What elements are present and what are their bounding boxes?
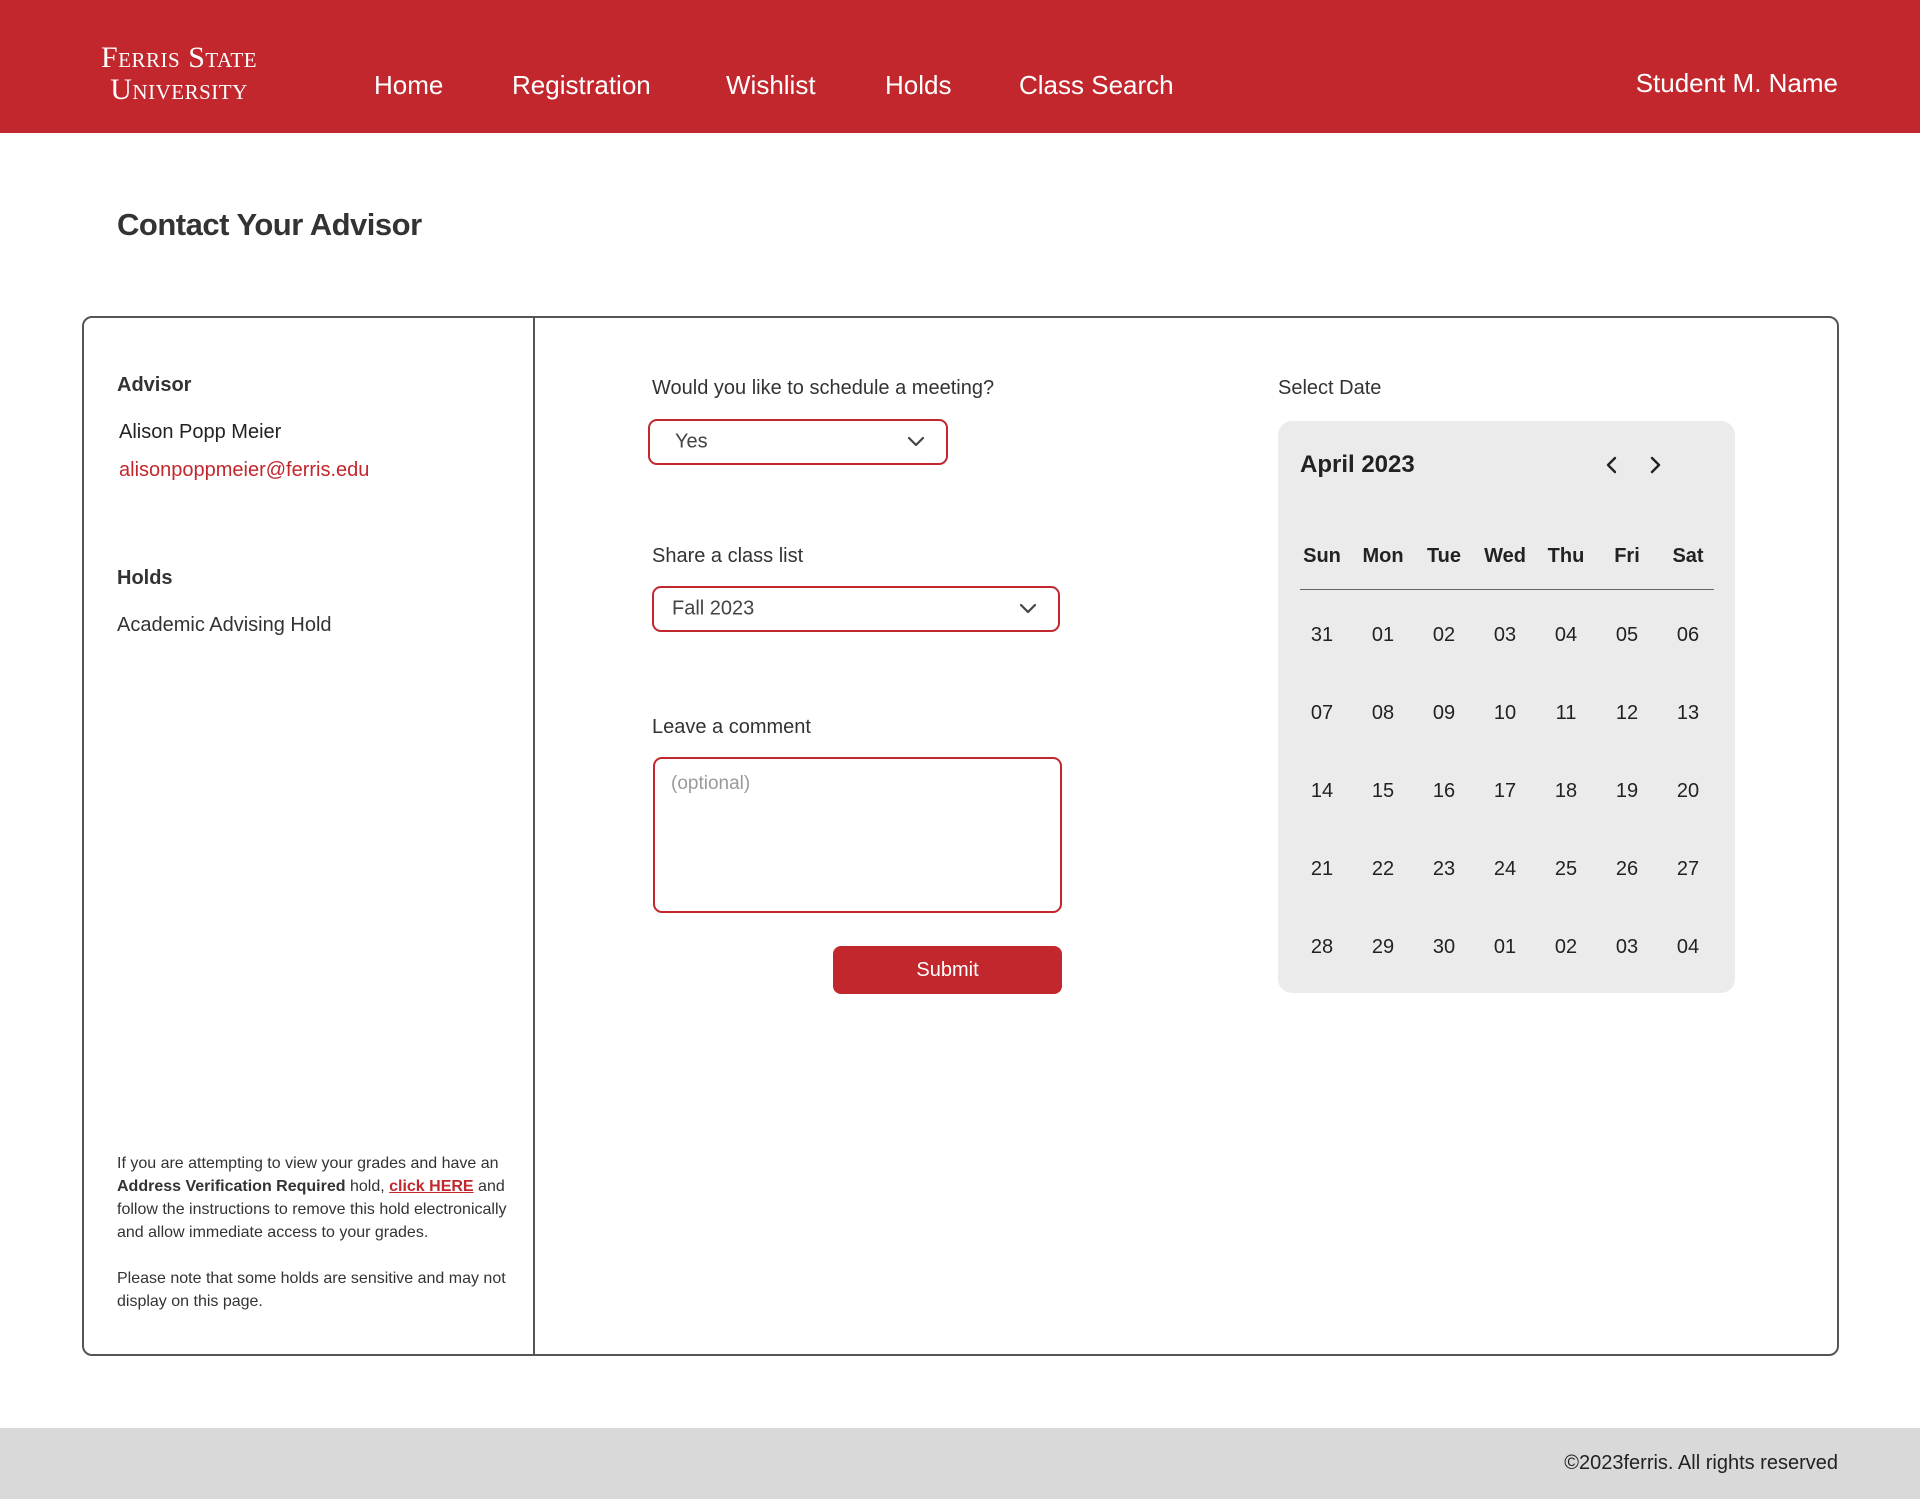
panel-divider: [533, 318, 535, 1354]
weekday-label: Sat: [1672, 545, 1704, 567]
calendar-day[interactable]: 01: [1493, 936, 1517, 958]
chevron-left-icon[interactable]: [1600, 453, 1624, 477]
advisor-name: Alison Popp Meier: [119, 421, 282, 443]
logo-line-2: University: [110, 73, 248, 106]
calendar-day[interactable]: 04: [1676, 936, 1700, 958]
weekday-label: Thu: [1547, 545, 1585, 567]
chevron-down-icon: [1020, 604, 1036, 614]
page-footer: [0, 1428, 1920, 1499]
user-name-menu[interactable]: Student M. Name: [1635, 68, 1838, 98]
calendar-day[interactable]: 08: [1371, 702, 1395, 724]
calendar-day[interactable]: 02: [1432, 624, 1456, 646]
weekday-label: Tue: [1426, 545, 1462, 567]
calendar-day[interactable]: 06: [1676, 624, 1700, 646]
nav-holds[interactable]: Holds: [885, 70, 952, 100]
calendar-day[interactable]: 25: [1554, 858, 1578, 880]
weekday-header-row: [1300, 545, 1714, 575]
calendar-day[interactable]: 07: [1310, 702, 1334, 724]
class-list-select-value: Fall 2023: [672, 597, 755, 620]
calendar-day[interactable]: 03: [1493, 624, 1517, 646]
meeting-select[interactable]: [648, 419, 948, 465]
chevron-down-icon: [908, 437, 924, 447]
calendar-day[interactable]: 20: [1676, 780, 1700, 802]
advisor-heading: Advisor: [117, 374, 192, 396]
calendar-day[interactable]: 19: [1615, 780, 1639, 802]
calendar-day[interactable]: 21: [1310, 858, 1334, 880]
meeting-select-value: Yes: [675, 430, 708, 453]
calendar-day[interactable]: 31: [1310, 624, 1334, 646]
logo-line-1: Ferris State: [101, 41, 258, 74]
comment-label: Leave a comment: [652, 716, 811, 738]
calendar-day[interactable]: 12: [1615, 702, 1639, 724]
calendar-day[interactable]: 23: [1432, 858, 1456, 880]
calendar-day[interactable]: 11: [1555, 702, 1577, 724]
comment-textarea[interactable]: [653, 757, 1062, 913]
page-title: Contact Your Advisor: [117, 207, 422, 242]
note-text: If you are attempting to view your grades and have an: [117, 1155, 499, 1172]
calendar-day[interactable]: 10: [1493, 702, 1517, 724]
hold-item: Academic Advising Hold: [117, 614, 332, 636]
nav-class-search[interactable]: Class Search: [1019, 70, 1174, 100]
sensitive-holds-note: Please note that some holds are sensitive and may not display on this page.: [117, 1270, 506, 1310]
submit-button[interactable]: Submit: [833, 946, 1062, 994]
click-here-link[interactable]: click HERE: [389, 1178, 474, 1195]
weekday-label: Wed: [1484, 545, 1526, 567]
note-text: hold,: [345, 1178, 390, 1195]
top-navigation-bar: [0, 0, 1920, 133]
weekday-label: Mon: [1362, 545, 1404, 567]
calendar-day[interactable]: 29: [1371, 936, 1395, 958]
holds-note: [117, 1152, 507, 1313]
nav-registration[interactable]: Registration: [512, 70, 651, 100]
calendar-day[interactable]: 27: [1676, 858, 1700, 880]
date-picker-calendar: [1278, 421, 1735, 993]
calendar-day[interactable]: 16: [1432, 780, 1456, 802]
calendar-day[interactable]: 26: [1615, 858, 1639, 880]
holds-heading: Holds: [117, 567, 173, 589]
weekday-label: Fri: [1614, 545, 1640, 567]
calendar-day[interactable]: 13: [1676, 702, 1700, 724]
calendar-day[interactable]: 01: [1371, 624, 1395, 646]
calendar-day[interactable]: 05: [1615, 624, 1639, 646]
address-verification-note: [117, 1152, 507, 1244]
calendar-day[interactable]: 14: [1310, 780, 1334, 802]
calendar-day[interactable]: 03: [1615, 936, 1639, 958]
advisor-email-link[interactable]: alisonpoppmeier@ferris.edu: [119, 459, 370, 481]
chevron-right-icon[interactable]: [1643, 453, 1667, 477]
calendar-day[interactable]: 22: [1371, 858, 1395, 880]
calendar-day[interactable]: 18: [1554, 780, 1578, 802]
class-list-select[interactable]: [652, 586, 1060, 632]
calendar-day[interactable]: 04: [1554, 624, 1578, 646]
university-logo[interactable]: [101, 42, 257, 106]
copyright-text: ©2023ferris. All rights reserved: [1564, 1452, 1838, 1474]
nav-home[interactable]: Home: [374, 70, 444, 100]
select-date-label: Select Date: [1278, 377, 1382, 399]
weekday-label: Sun: [1303, 545, 1341, 567]
calendar-day[interactable]: 02: [1554, 936, 1578, 958]
calendar-day[interactable]: 30: [1432, 936, 1456, 958]
calendar-day[interactable]: 28: [1310, 936, 1334, 958]
calendar-divider: [1300, 589, 1714, 590]
calendar-day[interactable]: 09: [1432, 702, 1456, 724]
calendar-month-title: April 2023: [1300, 451, 1415, 478]
nav-wishlist[interactable]: Wishlist: [726, 70, 816, 100]
note-text: and follow the instructions to remove this hold electronically and allow immediate access to your grades.: [117, 1178, 507, 1241]
calendar-day[interactable]: 24: [1493, 858, 1517, 880]
calendar-day[interactable]: 15: [1371, 780, 1395, 802]
meeting-question-label: Would you like to schedule a meeting?: [652, 377, 995, 399]
calendar-day[interactable]: 17: [1493, 780, 1517, 802]
note-bold-text: Address Verification Required: [117, 1178, 346, 1195]
class-list-label: Share a class list: [652, 545, 804, 567]
